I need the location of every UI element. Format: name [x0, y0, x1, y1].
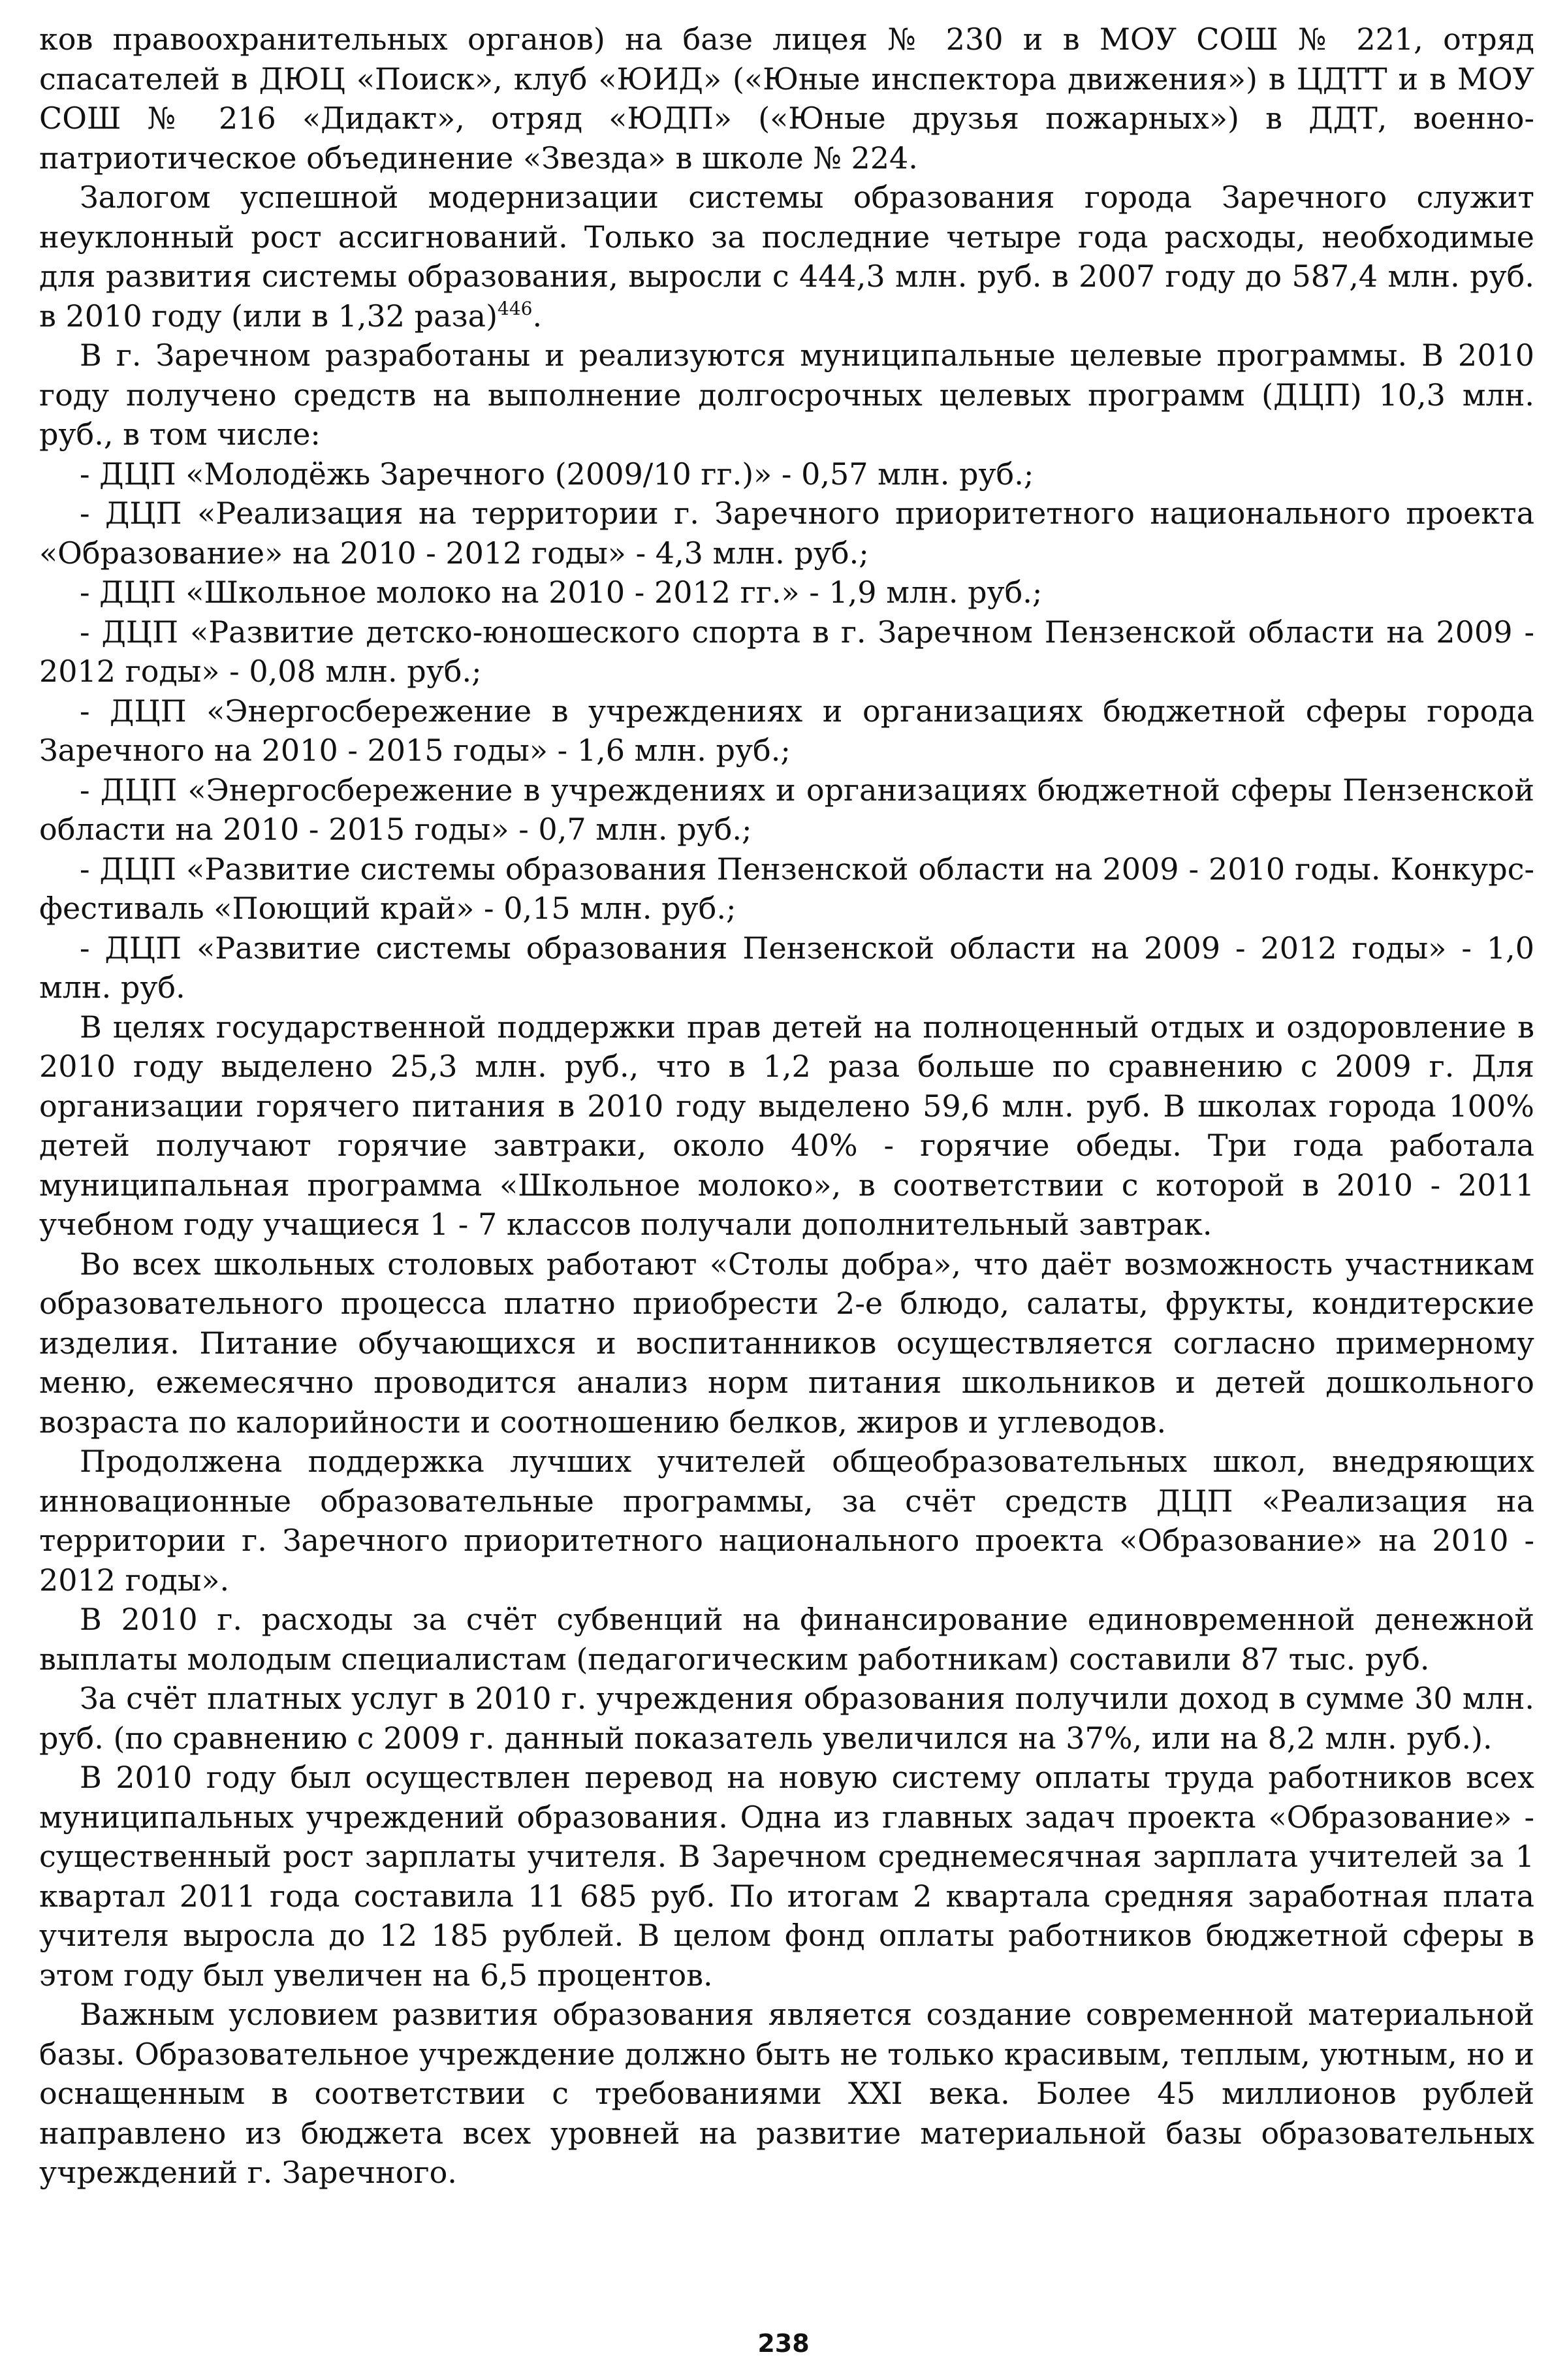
paragraph-teacher-support: Продолжена поддержка лучших учителей общеобразовательных школ, внедряющих инновационные образовательные программы, за счёт средств ДЦП «Реализация на территории г. Заречного приоритетного национального проекта «Образование» на 2010 - 2012 годы».: [39, 1444, 1534, 1598]
list-item: - ДЦП «Реализация на территории г. Заречного приоритетного национального проекта «Образование» на 2010 - 2012 годы» - 4,3 млн. руб.;: [39, 496, 1534, 571]
paragraph-end-punctuation: .: [532, 298, 543, 334]
list-item: - ДЦП «Развитие системы образования Пензенской области на 2009 - 2012 годы» - 1,0 млн. руб.: [39, 930, 1534, 1005]
list-item: - ДЦП «Развитие системы образования Пензенской области на 2009 - 2010 годы. Конкурс-фестиваль «Поющий край» - 0,15 млн. руб.;: [39, 851, 1534, 926]
paragraph-salary-system: В 2010 году был осуществлен перевод на новую систему оплаты труда работников всех муниципальных учреждений образования. Одна из главных задач проекта «Образование» - существенный рост зарплаты учителя. В Заречном среднемесячная зарплата учителей за 1 квартал 2011 года составила 11 685 руб. По итогам 2 квартала средняя заработная плата учителя выросла до 12 185 рублей. В целом фонд оплаты работников бюджетной сферы в этом году был увеличен на 6,5 процентов.: [39, 1760, 1534, 1993]
paragraph-school-canteens: Во всех школьных столовых работают «Столы добра», что даёт возможность участникам образовательного процесса платно приобрести 2-е блюдо, салаты, фрукты, кондитерские изделия. Питание обучающихся и воспитанников осуществляется согласно примерному меню, ежемесячно проводится анализ норм питания школьников и детей дошкольного возраста по калорийности и соотношению белков, жиров и углеводов.: [39, 1246, 1534, 1440]
list-item: - ДЦП «Молодёжь Заречного (2009/10 гг.)» - 0,57 млн. руб.;: [80, 456, 1034, 492]
list-item: - ДЦП «Развитие детско-юношеского спорта в г. Заречном Пензенской области на 2009 - 2012 годы» - 0,08 млн. руб.;: [39, 614, 1534, 689]
paragraph-funding-growth: [39, 178, 1534, 336]
list-item: - ДЦП «Энергосбережение в учреждениях и организациях бюджетной сферы Пензенской области на 2010 - 2015 годы» - 0,7 млн. руб.;: [39, 772, 1534, 847]
document-body: [39, 20, 1534, 2193]
paragraph-text: Залогом успешной модернизации системы образования города Заречного служит неуклонный рост ассигнований. Только за последние четыре года расходы, необходимые для развития системы образования, выросли с 444,3 млн. руб. в 2007 году до 587,4 млн. руб. в 2010 году (или в 1,32 раза): [39, 180, 1534, 334]
paragraph-material-base: Важным условием развития образования является создание современной материальной базы. Образовательное учреждение должно быть не только красивым, теплым, уютным, но и оснащенным в соответствии с требованиями XXI века. Более 45 миллионов рублей направлено из бюджета всех уровней на развитие материальной базы образовательных учреждений г. Заречного.: [39, 1997, 1534, 2190]
paragraph-paid-services: За счёт платных услуг в 2010 г. учреждения образования получили доход в сумме 30 млн. руб. (по сравнению с 2009 г. данный показатель увеличился на 37%, или на 8,2 млн. руб.).: [39, 1681, 1534, 1756]
paragraph-continuation: ков правоохранительных органов) на базе лицея № 230 и в МОУ СОШ № 221, отряд спасателей в ДЮЦ «Поиск», клуб «ЮИД» («Юные инспектора движения») в ЦДТТ и в МОУ СОШ № 216 «Дидакт», отряд «ЮДП» («Юные друзья пожарных») в ДДТ, военно-патриотическое объединение «Звезда» в школе № 224.: [39, 22, 1534, 176]
page-number: 238: [757, 2329, 810, 2358]
paragraph-children-support: В целях государственной поддержки прав детей на полноценный отдых и оздоровление в 2010 году выделено 25,3 млн. руб., что в 1,2 раза больше по сравнению с 2009 г. Для организации горячего питания в 2010 году выделено 59,6 млн. руб. В школах города 100% детей получают горячие завтраки, около 40% - горячие обеды. Три года работала муниципальная программа «Школьное молоко», в соответствии с которой в 2010 - 2011 учебном году учащиеся 1 - 7 классов получали дополнительный завтрак.: [39, 1009, 1534, 1242]
list-item: - ДЦП «Школьное молоко на 2010 - 2012 гг.» - 1,9 млн. руб.;: [80, 575, 1043, 610]
list-item: - ДЦП «Энергосбережение в учреждениях и организациях бюджетной сферы города Заречного на 2010 - 2015 годы» - 1,6 млн. руб.;: [39, 693, 1534, 768]
paragraph-target-programs: В г. Заречном разработаны и реализуются муниципальные целевые программы. В 2010 году получено средств на выполнение долгосрочных целевых программ (ДЦП) 10,3 млн. руб., в том числе:: [39, 338, 1534, 452]
footnote-reference: 446: [498, 297, 533, 319]
paragraph-young-specialists: В 2010 г. расходы за счёт субвенций на финансирование единовременной денежной выплаты молодым специалистам (педагогическим работникам) составили 87 тыс. руб.: [39, 1602, 1534, 1677]
